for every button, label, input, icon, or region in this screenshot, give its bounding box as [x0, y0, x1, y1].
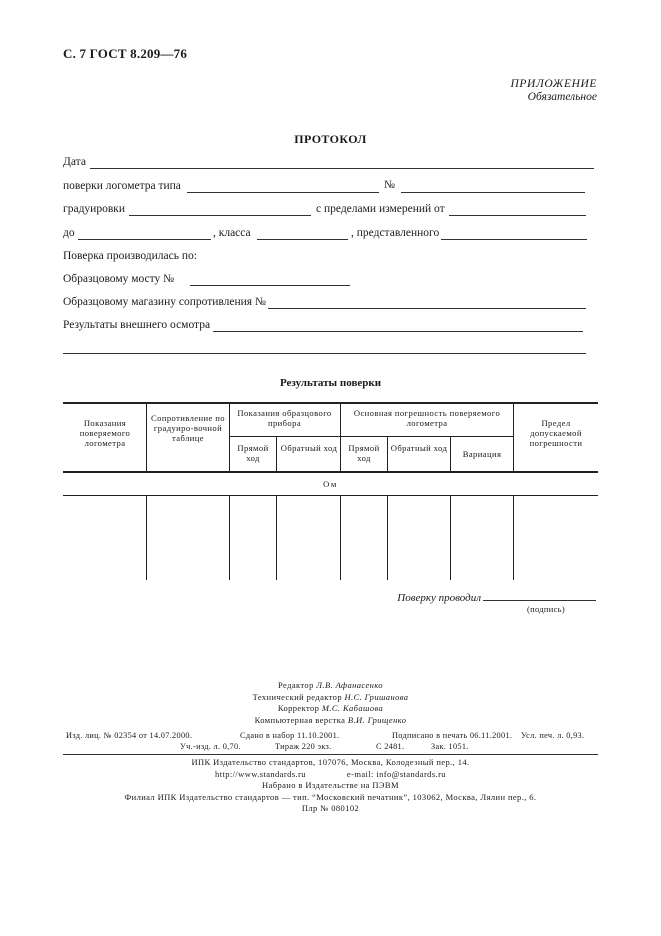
col-header-variation: Вариация — [462, 449, 502, 459]
editor-role: Редактор — [278, 680, 314, 690]
layout-role: Компьютерная верстка — [254, 714, 346, 725]
col-header-forward: Прямой ход — [237, 443, 269, 463]
col-header-main-error: Основная погрешность поверяемого логометра — [353, 408, 501, 428]
editor-line — [0, 680, 661, 692]
pub-c-number: С 2481. — [376, 742, 405, 751]
layout-name: В.И. Грищенко — [347, 714, 407, 725]
type-field[interactable] — [187, 192, 379, 193]
table-subheader-rule — [229, 436, 513, 437]
editor-name: Л.В. Афанасенко — [316, 680, 383, 690]
to-label: до — [63, 227, 75, 239]
col-divider — [387, 495, 388, 580]
col-divider — [387, 436, 388, 471]
signature-note: (подпись) — [527, 604, 565, 614]
col-divider — [146, 402, 147, 471]
class-label: , класса — [213, 227, 251, 239]
date-field[interactable] — [90, 168, 594, 169]
presented-label: , представленного — [351, 227, 440, 239]
publisher-footer — [0, 757, 661, 815]
col-divider — [276, 495, 277, 580]
graduation-field[interactable] — [129, 215, 311, 216]
signature-label: Поверку проводил — [397, 592, 481, 604]
verification-type-label: поверки логометра типа — [63, 180, 181, 192]
col-header-resistance: Сопротивление по градуиро-вочной таблице — [151, 413, 225, 443]
pub-license: Изд. лиц. № 02354 от 14.07.2000. — [66, 731, 193, 740]
col-header-reverse-2: Обратный ход — [390, 443, 448, 453]
publisher-address: ИПК Издательство стандартов, 107076, Москва, Колодезный пер., 14. — [191, 757, 470, 767]
range-to-field[interactable] — [78, 239, 211, 240]
col-header-reference: Показания образцового прибора — [237, 408, 332, 428]
table-unit-rule — [63, 495, 598, 496]
table-header-bottom-rule — [63, 471, 598, 473]
col-header-forward-2: Прямой ход — [348, 443, 380, 463]
page-header: С. 7 ГОСТ 8.209—76 — [63, 46, 188, 61]
number-field[interactable] — [401, 192, 585, 193]
pub-circulation: Тираж 220 экз. — [275, 742, 332, 751]
col-divider — [513, 402, 514, 471]
performed-by-label: Поверка производилась по: — [63, 250, 197, 262]
resistance-store-field[interactable] — [268, 308, 586, 309]
publisher-email[interactable]: e-mail: info@standards.ru — [346, 768, 446, 779]
pub-signed: Подписано в печать 06.11.2001. — [392, 731, 513, 740]
appendix-subtitle: Обязательное — [527, 91, 597, 103]
number-sign-label: № — [384, 179, 395, 191]
resistance-store-label: Образцовому магазину сопротивления № — [63, 296, 266, 308]
col-divider — [450, 495, 451, 580]
col-header-reading: Показания поверяемого логометра — [79, 418, 131, 448]
appendix-label — [511, 78, 597, 104]
footer-rule — [63, 754, 598, 755]
external-exam-label: Результаты внешнего осмотра — [63, 319, 211, 331]
publisher-contacts — [0, 769, 661, 781]
corrector-line — [0, 703, 661, 715]
bridge-field[interactable] — [190, 285, 350, 286]
credits — [0, 680, 661, 726]
pub-edu-sheets: Уч.-изд. л. 0,70. — [180, 742, 241, 751]
col-divider — [450, 436, 451, 471]
external-exam-field-continued[interactable] — [63, 353, 586, 354]
external-exam-field[interactable] — [213, 331, 583, 332]
pub-sent: Сдано в набор 11.10.2001. — [240, 731, 340, 740]
date-label: Дата — [63, 156, 86, 168]
col-divider — [513, 495, 514, 580]
appendix-title: ПРИЛОЖЕНИЕ — [510, 78, 597, 90]
printing-branch: Филиал ИПК Издательство стандартов — тип. “Московский печатник”, 103062, Москва, Лялин пер., 6. — [124, 791, 537, 802]
col-header-limit: Предел допускаемой погрешности — [529, 418, 583, 448]
tech-editor-line — [0, 692, 661, 704]
protocol-title: ПРОТОКОЛ — [294, 132, 367, 146]
pub-print-sheets: Усл. печ. л. 0,93. — [521, 731, 585, 740]
tech-editor-role: Технический редактор — [252, 691, 342, 702]
publisher-web[interactable]: http://www.standards.ru — [215, 768, 306, 779]
range-from-field[interactable] — [449, 215, 586, 216]
col-divider — [340, 495, 341, 580]
corrector-role: Корректор — [277, 703, 320, 713]
corrector-name: М.С. Кабашова — [321, 703, 384, 713]
presented-field[interactable] — [441, 239, 587, 240]
signature-field[interactable] — [483, 600, 596, 601]
layout-line — [0, 715, 661, 727]
pub-order: Зак. 1051. — [431, 742, 469, 751]
col-divider — [229, 495, 230, 580]
col-divider — [146, 495, 147, 580]
tech-editor-name: Н.С. Гришанова — [344, 691, 409, 702]
graduation-label: градуировки — [63, 203, 125, 215]
col-header-reverse: Обратный ход — [280, 443, 338, 453]
col-divider — [276, 436, 277, 471]
bridge-label: Образцовому мосту № — [63, 273, 175, 285]
range-from-label: с пределами измерений от — [316, 203, 445, 215]
results-title: Результаты поверки — [279, 377, 382, 389]
typeset-note: Набрано в Издательстве на ПЭВМ — [262, 780, 399, 790]
class-field[interactable] — [257, 239, 348, 240]
plr-number: Плр № 080102 — [301, 803, 360, 813]
unit-row: Ом — [323, 479, 338, 489]
table-top-rule — [63, 402, 598, 404]
